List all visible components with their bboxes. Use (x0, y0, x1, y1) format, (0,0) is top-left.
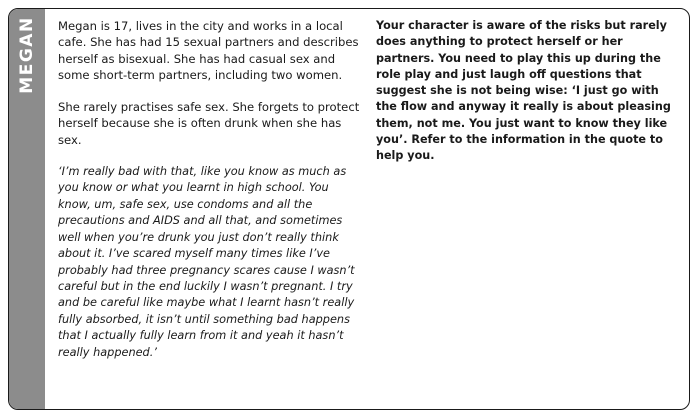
profile-paragraph: Megan is 17, lives in the city and works in a local cafe. She has had 15 sexual partners and describes herself as bisexual. She has had casual sex and some short-term partners, including two women. (58, 19, 359, 82)
behaviour-paragraph: She rarely practises safe sex. She forgets to protect herself because she is often drunk when she has sex. (58, 100, 360, 147)
character-description-column (58, 18, 364, 361)
role-play-instructions-column (376, 18, 676, 165)
character-quote: ‘I’m really bad with that, like you know as much as you know or what you learnt in high school. You know, um, safe sex, use condoms and all the precautions and AIDS and all that, and sometimes well when you’re drunk you just don’t really think about it. I’ve scared myself many times like I’ve probably had three pregnancy scares cause I wasn’t careful but in the end luckily I wasn’t pregnant. I try and be careful like maybe what I learnt hasn’t really fully absorbed, it isn’t until something bad happens that I actually fully learn from it and yeah it hasn’t really happened.’ (58, 165, 355, 359)
role-play-card (8, 8, 690, 410)
instructions-paragraph: Your character is aware of the risks but rarely does anything to protect herself or her partners. You need to play this up during the role play and just laugh off questions that suggest she is not being wise: ‘I just go with the flow and anyway it really is about pleasing them, not me. You just want to know they like you’. Refer to the information in the quote to help you. (376, 19, 671, 163)
character-name-label: MEGAN (17, 16, 37, 94)
side-tab (9, 9, 45, 409)
